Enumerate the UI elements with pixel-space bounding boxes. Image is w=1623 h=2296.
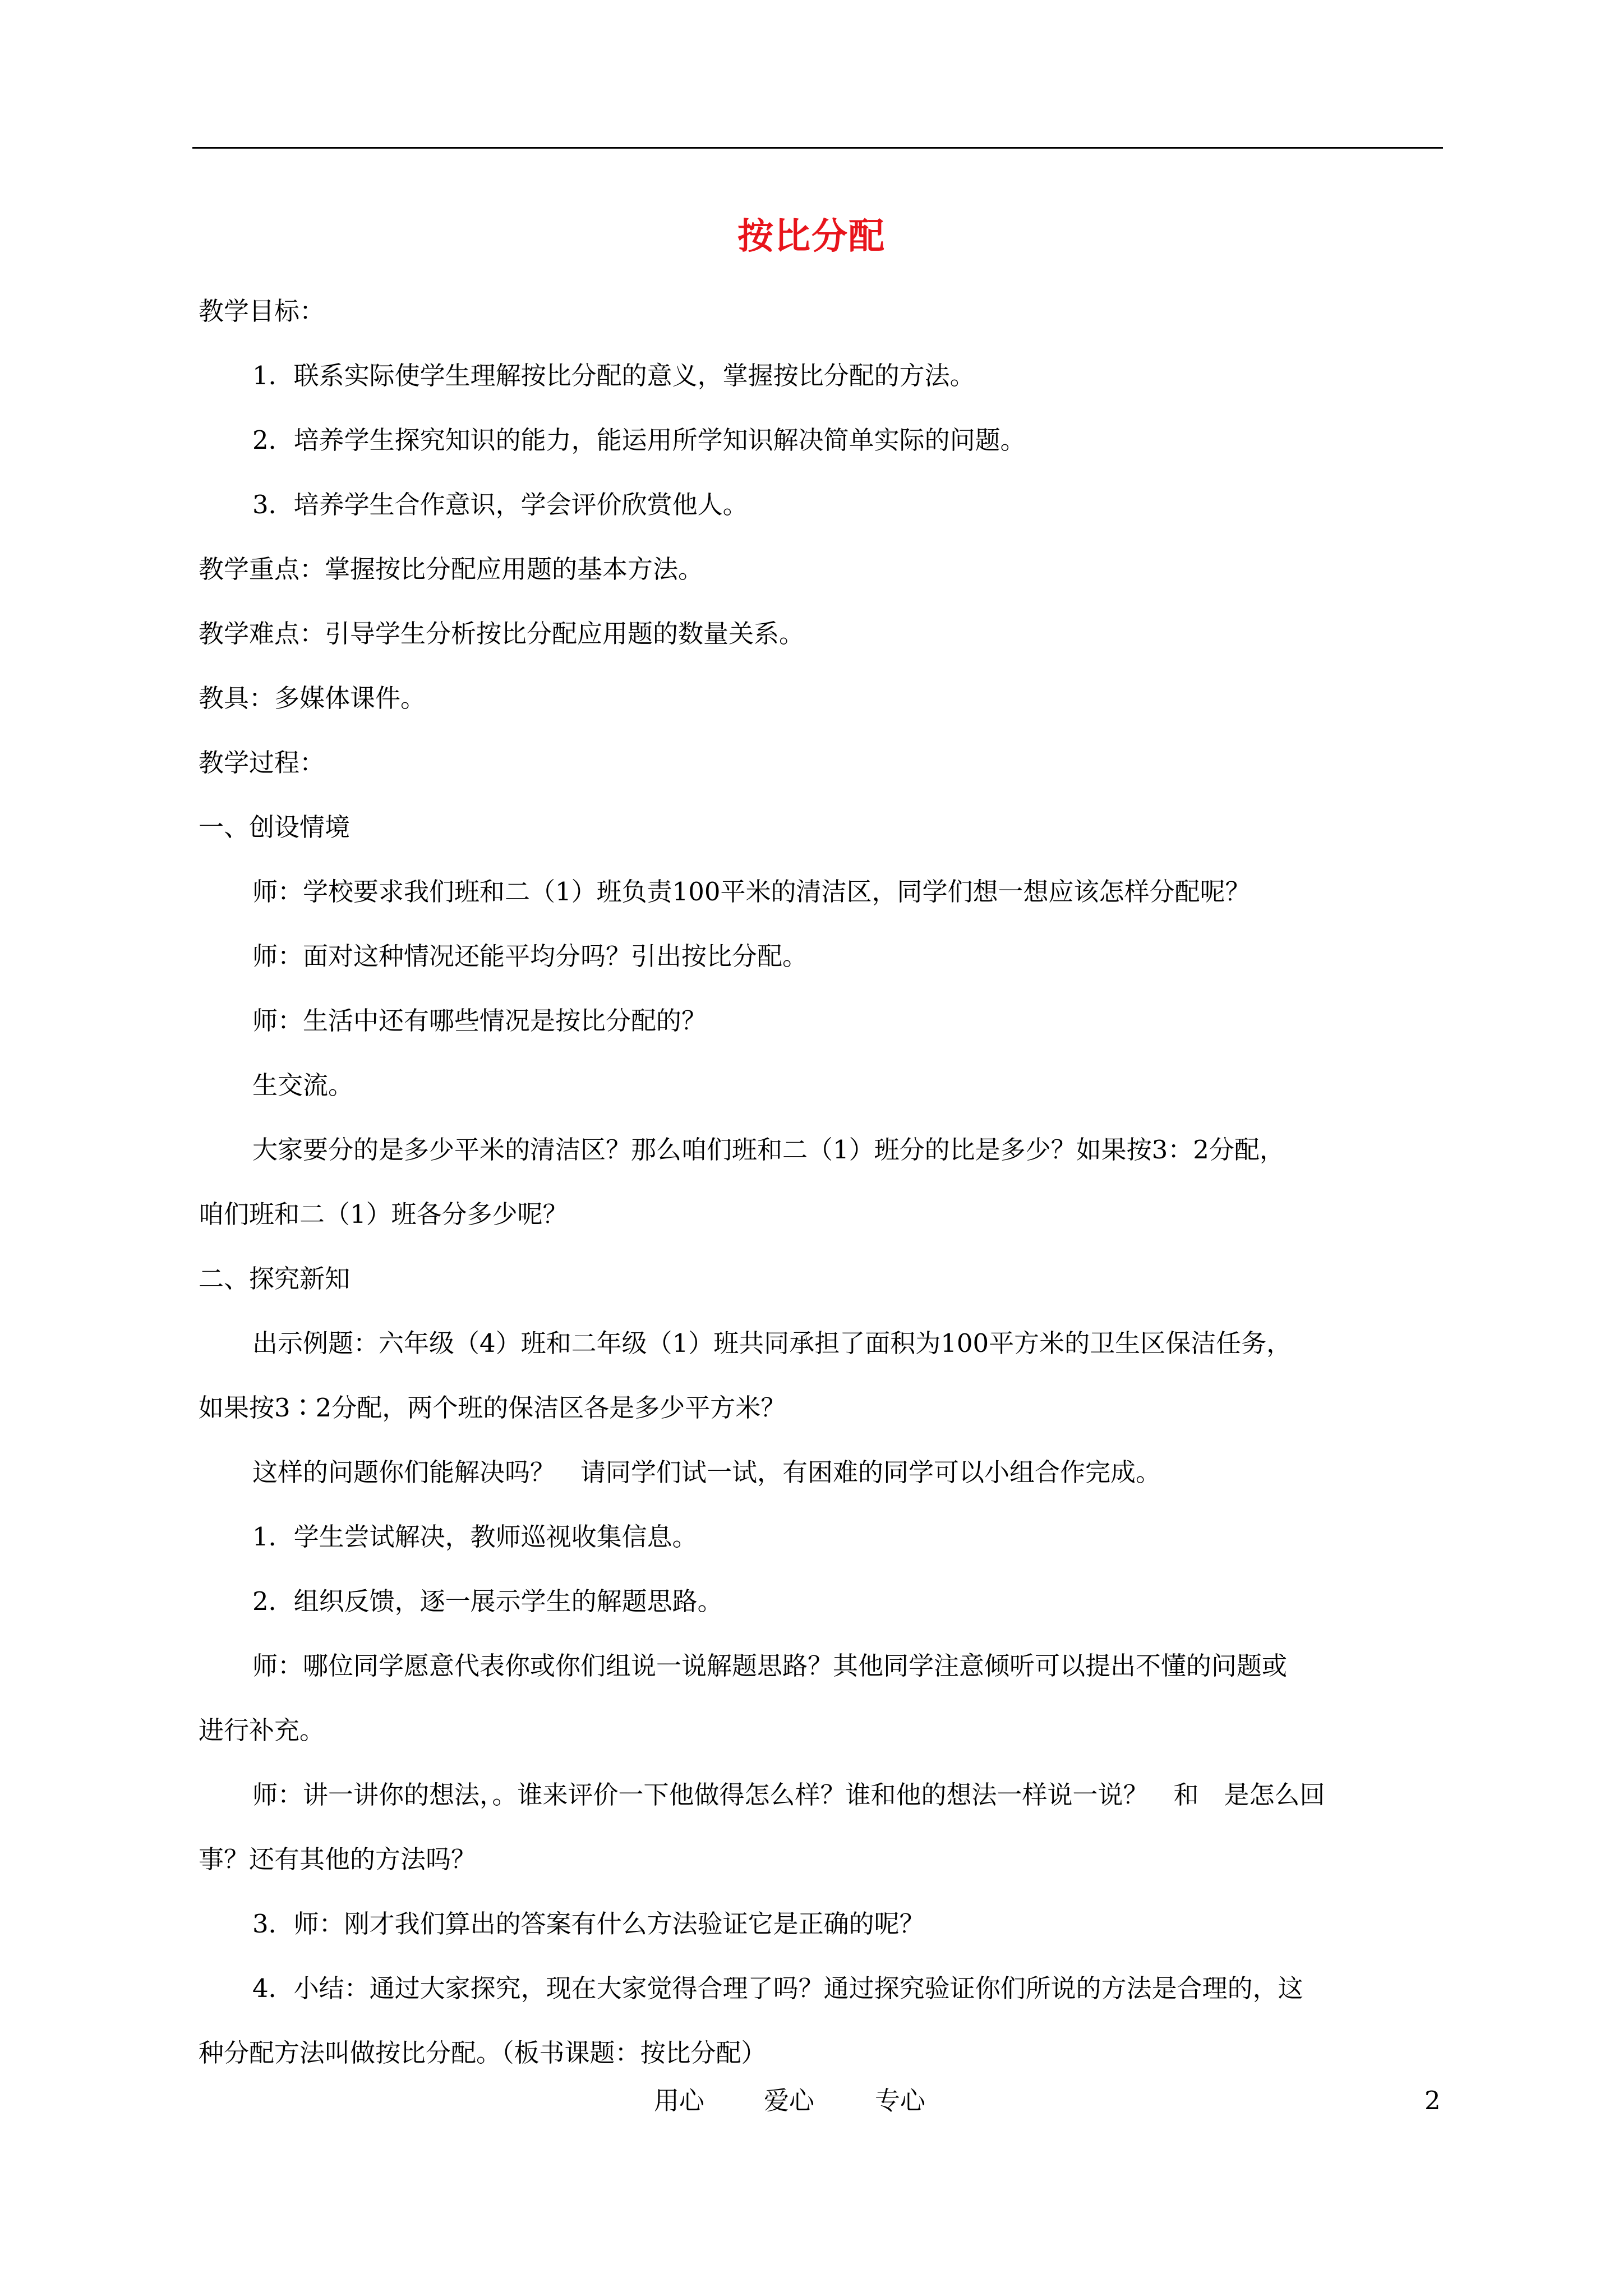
section-heading-2: 二、探究新知 <box>199 1264 351 1294</box>
paragraph-line: 大家要分的是多少平米的清洁区？那么咱们班和二（1）班分的比是多少？如果按3：2分配， <box>252 1135 1285 1165</box>
paragraph-line: 师：哪位同学愿意代表你或你们组说一说解题思路？其他同学注意倾听可以提出不懂的问题或 <box>252 1651 1288 1681</box>
paragraph-line: 3．师：刚才我们算出的答案有什么方法验证它是正确的呢？ <box>252 1909 925 1939</box>
paragraph-line: 出示例题：六年级（4）班和二年级（1）班共同承担了面积为100平方米的卫生区保洁任务， <box>252 1328 1292 1358</box>
paragraph-line: 师：讲一讲你的想法，。谁来评价一下他做得怎么样？谁和他的想法一样说一说？ 和 是怎么回 <box>252 1780 1325 1810</box>
paragraph-line: 师：生活中还有哪些情况是按比分配的？ <box>252 1006 707 1036</box>
section-label-process: 教学过程： <box>199 748 325 777</box>
footer-text-2: 爱心 <box>764 2086 815 2115</box>
key-point: 教学重点：掌握按比分配应用题的基本方法。 <box>199 554 704 584</box>
paragraph-line: 师：学校要求我们班和二（1）班负责100平米的清洁区，同学们想一想应该怎样分配呢？ <box>252 877 1251 907</box>
teaching-aids: 教具：多媒体课件。 <box>199 683 426 713</box>
section-label-objectives: 教学目标： <box>199 296 325 326</box>
paragraph-line: 师：面对这种情况还能平均分吗？引出按比分配。 <box>252 941 808 971</box>
footer-text-1: 用心 <box>654 2086 705 2115</box>
difficult-point: 教学难点：引导学生分析按比分配应用题的数量关系。 <box>199 619 805 648</box>
paragraph-line: 如果按3∶2分配，两个班的保洁区各是多少平方米？ <box>199 1393 786 1423</box>
page-number: 2 <box>1424 2086 1441 2115</box>
objective-3: 3．培养学生合作意识，学会评价欣赏他人。 <box>252 490 748 519</box>
paragraph-line: 4．小结：通过大家探究，现在大家觉得合理了吗？通过探究验证你们所说的方法是合理的，这 <box>252 1973 1303 2003</box>
paragraph-line: 进行补充。 <box>199 1715 325 1745</box>
paragraph-line: 咱们班和二（1）班各分多少呢？ <box>199 1199 568 1229</box>
footer-text-3: 专心 <box>875 2086 926 2115</box>
paragraph-line: 种分配方法叫做按比分配。（板书课题：按比分配） <box>199 2038 767 2068</box>
paragraph-line: 生交流。 <box>252 1070 354 1100</box>
header-rule <box>192 147 1443 149</box>
paragraph-line: 这样的问题你们能解决吗？ 请同学们试一试，有困难的同学可以小组合作完成。 <box>252 1457 1161 1487</box>
objective-2: 2．培养学生探究知识的能力，能运用所学知识解决简单实际的问题。 <box>252 425 1026 455</box>
section-heading-1: 一、创设情境 <box>199 812 351 842</box>
objective-1: 1．联系实际使学生理解按比分配的意义，掌握按比分配的方法。 <box>252 361 975 390</box>
paragraph-line: 事？还有其他的方法吗？ <box>199 1844 477 1874</box>
page-title: 按比分配 <box>737 215 886 257</box>
paragraph-line: 1．学生尝试解决，教师巡视收集信息。 <box>252 1522 698 1552</box>
paragraph-line: 2．组织反馈，逐一展示学生的解题思路。 <box>252 1586 723 1616</box>
